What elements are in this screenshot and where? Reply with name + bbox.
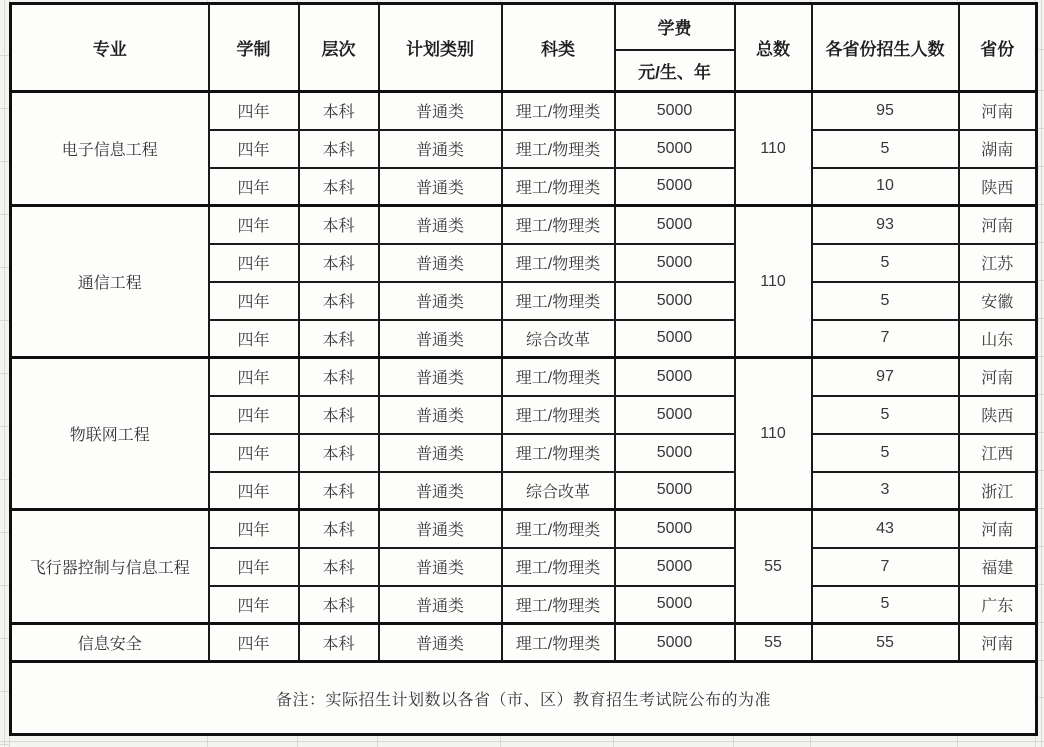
header-total: 总数 <box>735 4 812 92</box>
gridline <box>613 736 614 747</box>
header-major: 专业 <box>11 4 209 92</box>
level-cell: 本科 <box>299 282 379 320</box>
duration-cell: 四年 <box>209 586 299 624</box>
tuition-cell: 5000 <box>615 586 735 624</box>
count-cell: 5 <box>812 434 959 472</box>
plan-category-cell: 普通类 <box>379 510 502 548</box>
table-row <box>11 510 1037 548</box>
duration-cell: 四年 <box>209 206 299 244</box>
province-cell: 河南 <box>959 358 1037 396</box>
plan-category-cell: 普通类 <box>379 130 502 168</box>
count-cell: 5 <box>812 586 959 624</box>
province-cell: 陕西 <box>959 396 1037 434</box>
duration-cell: 四年 <box>209 472 299 510</box>
count-cell: 7 <box>812 320 959 358</box>
duration-cell: 四年 <box>209 168 299 206</box>
province-cell: 安徽 <box>959 282 1037 320</box>
duration-cell: 四年 <box>209 358 299 396</box>
tuition-cell: 5000 <box>615 92 735 130</box>
tuition-cell: 5000 <box>615 206 735 244</box>
plan-category-cell: 普通类 <box>379 396 502 434</box>
duration-cell: 四年 <box>209 130 299 168</box>
gridline <box>0 691 9 692</box>
level-cell: 本科 <box>299 396 379 434</box>
note-row <box>11 662 1037 735</box>
count-cell: 10 <box>812 168 959 206</box>
duration-cell: 四年 <box>209 320 299 358</box>
duration-cell: 四年 <box>209 510 299 548</box>
duration-cell: 四年 <box>209 434 299 472</box>
subject-type-cell: 综合改革 <box>502 472 615 510</box>
gridline <box>0 532 9 533</box>
level-cell: 本科 <box>299 548 379 586</box>
tuition-cell: 5000 <box>615 624 735 662</box>
count-cell: 3 <box>812 472 959 510</box>
subject-type-cell: 理工/物理类 <box>502 130 615 168</box>
total-cell: 110 <box>735 206 812 358</box>
subject-type-cell: 理工/物理类 <box>502 548 615 586</box>
note-cell: 备注：实际招生计划数以各省（市、区）教育招生考试院公布的为准 <box>11 662 1037 735</box>
subject-type-cell: 理工/物理类 <box>502 244 615 282</box>
province-cell: 河南 <box>959 92 1037 130</box>
subject-type-cell: 理工/物理类 <box>502 434 615 472</box>
tuition-cell: 5000 <box>615 244 735 282</box>
table-body <box>11 92 1037 735</box>
count-cell: 5 <box>812 244 959 282</box>
gridline <box>733 736 734 747</box>
tuition-cell: 5000 <box>615 130 735 168</box>
major-cell: 信息安全 <box>11 624 209 662</box>
province-cell: 湖南 <box>959 130 1037 168</box>
subject-type-cell: 理工/物理类 <box>502 586 615 624</box>
count-cell: 93 <box>812 206 959 244</box>
count-cell: 5 <box>812 396 959 434</box>
plan-category-cell: 普通类 <box>379 206 502 244</box>
province-cell: 广东 <box>959 586 1037 624</box>
gridline <box>1041 0 1042 747</box>
gridline <box>207 736 208 747</box>
province-cell: 陕西 <box>959 168 1037 206</box>
subject-type-cell: 综合改革 <box>502 320 615 358</box>
subject-type-cell: 理工/物理类 <box>502 358 615 396</box>
tuition-cell: 5000 <box>615 320 735 358</box>
header-tuition-unit: 元/生、年 <box>615 50 735 92</box>
header-province: 省份 <box>959 4 1037 92</box>
plan-category-cell: 普通类 <box>379 320 502 358</box>
gridline <box>0 320 9 321</box>
level-cell: 本科 <box>299 358 379 396</box>
header-duration: 学制 <box>209 4 299 92</box>
subject-type-cell: 理工/物理类 <box>502 206 615 244</box>
gridline <box>0 214 9 215</box>
tuition-cell: 5000 <box>615 472 735 510</box>
gridline <box>500 736 501 747</box>
count-cell: 97 <box>812 358 959 396</box>
total-cell: 110 <box>735 358 812 510</box>
plan-category-cell: 普通类 <box>379 434 502 472</box>
gridline <box>377 736 378 747</box>
header-province-count: 各省份招生人数 <box>812 4 959 92</box>
plan-category-cell: 普通类 <box>379 358 502 396</box>
gridline <box>1035 736 1036 747</box>
level-cell: 本科 <box>299 244 379 282</box>
subject-type-cell: 理工/物理类 <box>502 282 615 320</box>
table-header <box>11 4 1037 92</box>
total-cell: 55 <box>735 624 812 662</box>
duration-cell: 四年 <box>209 244 299 282</box>
subject-type-cell: 理工/物理类 <box>502 396 615 434</box>
major-cell: 电子信息工程 <box>11 92 209 206</box>
plan-category-cell: 普通类 <box>379 282 502 320</box>
plan-category-cell: 普通类 <box>379 586 502 624</box>
gridline <box>0 744 9 745</box>
total-cell: 110 <box>735 92 812 206</box>
total-cell: 55 <box>735 510 812 624</box>
header-subject-type: 科类 <box>502 4 615 92</box>
level-cell: 本科 <box>299 586 379 624</box>
level-cell: 本科 <box>299 472 379 510</box>
tuition-cell: 5000 <box>615 434 735 472</box>
gridline <box>0 585 9 586</box>
admission-plan-table <box>9 2 1038 736</box>
plan-category-cell: 普通类 <box>379 472 502 510</box>
count-cell: 7 <box>812 548 959 586</box>
header-level: 层次 <box>299 4 379 92</box>
province-cell: 山东 <box>959 320 1037 358</box>
gridline <box>0 373 9 374</box>
count-cell: 55 <box>812 624 959 662</box>
major-cell: 通信工程 <box>11 206 209 358</box>
level-cell: 本科 <box>299 434 379 472</box>
tuition-cell: 5000 <box>615 510 735 548</box>
subject-type-cell: 理工/物理类 <box>502 168 615 206</box>
level-cell: 本科 <box>299 510 379 548</box>
level-cell: 本科 <box>299 624 379 662</box>
tuition-cell: 5000 <box>615 168 735 206</box>
duration-cell: 四年 <box>209 396 299 434</box>
plan-category-cell: 普通类 <box>379 168 502 206</box>
plan-category-cell: 普通类 <box>379 548 502 586</box>
duration-cell: 四年 <box>209 92 299 130</box>
tuition-cell: 5000 <box>615 396 735 434</box>
province-cell: 福建 <box>959 548 1037 586</box>
tuition-cell: 5000 <box>615 548 735 586</box>
duration-cell: 四年 <box>209 548 299 586</box>
level-cell: 本科 <box>299 168 379 206</box>
duration-cell: 四年 <box>209 282 299 320</box>
table-row <box>11 358 1037 396</box>
gridline <box>810 736 811 747</box>
gridline <box>297 736 298 747</box>
gridline <box>9 736 10 747</box>
tuition-cell: 5000 <box>615 282 735 320</box>
major-cell: 物联网工程 <box>11 358 209 510</box>
gridline <box>0 161 9 162</box>
level-cell: 本科 <box>299 92 379 130</box>
table-row <box>11 92 1037 130</box>
gridline <box>0 479 9 480</box>
level-cell: 本科 <box>299 320 379 358</box>
gridline <box>0 741 1044 742</box>
province-cell: 河南 <box>959 510 1037 548</box>
province-cell: 河南 <box>959 206 1037 244</box>
gridline <box>0 638 9 639</box>
count-cell: 95 <box>812 92 959 130</box>
duration-cell: 四年 <box>209 624 299 662</box>
province-cell: 河南 <box>959 624 1037 662</box>
gridline <box>0 426 9 427</box>
gridline <box>0 108 9 109</box>
table-row <box>11 206 1037 244</box>
province-cell: 浙江 <box>959 472 1037 510</box>
gridline <box>957 736 958 747</box>
subject-type-cell: 理工/物理类 <box>502 92 615 130</box>
subject-type-cell: 理工/物理类 <box>502 624 615 662</box>
plan-category-cell: 普通类 <box>379 624 502 662</box>
level-cell: 本科 <box>299 130 379 168</box>
tuition-cell: 5000 <box>615 358 735 396</box>
plan-category-cell: 普通类 <box>379 244 502 282</box>
gridline <box>0 267 9 268</box>
major-cell: 飞行器控制与信息工程 <box>11 510 209 624</box>
subject-type-cell: 理工/物理类 <box>502 510 615 548</box>
plan-category-cell: 普通类 <box>379 92 502 130</box>
count-cell: 5 <box>812 282 959 320</box>
level-cell: 本科 <box>299 206 379 244</box>
province-cell: 江苏 <box>959 244 1037 282</box>
table-row <box>11 624 1037 662</box>
header-tuition: 学费 <box>615 4 735 50</box>
count-cell: 5 <box>812 130 959 168</box>
count-cell: 43 <box>812 510 959 548</box>
province-cell: 江西 <box>959 434 1037 472</box>
gridline <box>0 55 9 56</box>
header-plan-category: 计划类别 <box>379 4 502 92</box>
